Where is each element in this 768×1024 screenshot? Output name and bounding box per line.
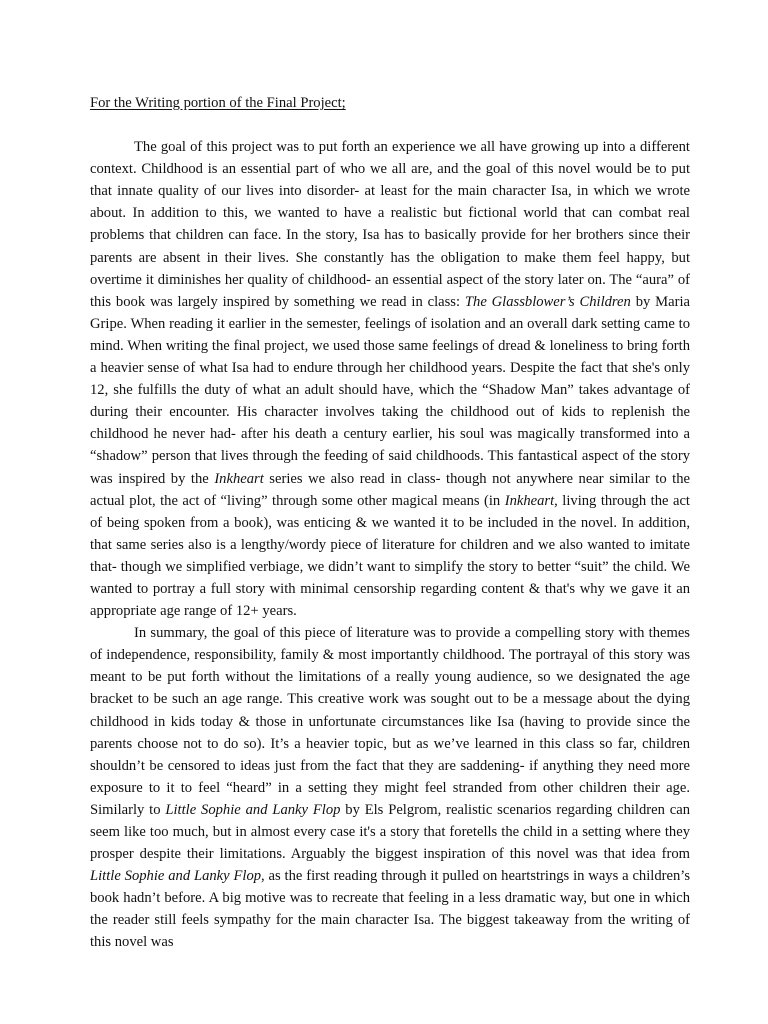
- book-title-inkheart: Inkheart: [504, 492, 555, 509]
- book-title-little-sophie: Little Sophie and Lanky Flop: [90, 868, 262, 885]
- paragraph-1: [90, 136, 690, 622]
- paragraph-2: [90, 622, 690, 953]
- book-title-glassblowers-children: The Glassblower’s Children: [464, 293, 631, 310]
- paragraph-1-text: series we also read in class- though not anywhere near similar to the actual plot, the act of “living” through some other magical means (in: [90, 470, 690, 509]
- document-heading: For the Writing portion of the Final Project;: [90, 95, 346, 111]
- paragraph-1-text: by Maria Gripe. When reading it earlier in the semester, feelings of isolation and an overall dark setting came to mind. When writing the final project, we used those same feelings of dread & loneliness to bring forth a heavier sense of what Isa had to endure through her childhood years. Despite the fact that she's only 12, she fulfills the duty of what an adult should have, which the “Shadow Man” takes advantage of during their encounter. His character involves taking the childhood out of kids to replenish the childhood he never had- after his death a century earlier, his soul was magically transformed into a “shadow” person that lives through the feeding of said childhoods. This fantastical aspect of the story was inspired by the: [90, 293, 690, 487]
- paragraph-2-text: by Els Pelgrom, realistic scenarios regarding children can seem like too much, but in almost every case it's a story that foretells the child in a setting where they prosper despite their limitations. Arguably the biggest inspiration of this novel was that idea from: [90, 801, 691, 863]
- document-page: [90, 92, 690, 954]
- book-title-inkheart: Inkheart: [214, 470, 264, 487]
- paragraph-2-text: , as the first reading through it pulled on heartstrings in ways a children’s book hadn’t before. A big motive was to recreate that feeling in a less dramatic way, but one in which the reader still feels sympathy for the main character Isa. The biggest takeaway from the writing of this novel was: [90, 868, 690, 951]
- paragraph-1-text: The goal of this project was to put forth an experience we all have growing up into a different context. Childhood is an essential part of who we all are, and the goal of this novel would be to put that innate quality of our lives into disorder- at least for the main character Isa, in which we wrote about. In addition to this, we wanted to have a realistic but fictional world that can combat real problems that children can face. In the story, Isa has to basically provide for her brothers since their parents are absent in their lives. She constantly has the obligation to make them feel happy, but overtime it diminishes her quality of childhood- an essential aspect of the story later on. The “aura” of this book was largely inspired by something we read in class:: [90, 139, 690, 310]
- paragraph-2-text: In summary, the goal of this piece of literature was to provide a compelling story with themes of independence, responsibility, family & most importantly childhood. The portrayal of this story was meant to be put forth without the limitations of a really young audience, so we designated the age bracket to be such an age range. This creative work was sought out to be a message about the dying childhood in kids today & those in unfortunate circumstances like Isa (having to provide since the parents choose not to do so). It’s a heavier topic, but as we’ve learned in this class so far, children shouldn’t be censored to ideas just from the fact that they are saddening- if anything they need more exposure to it to feel “heard” in a setting they might feel stranded from other children their age. Similarly to: [90, 625, 690, 818]
- book-title-little-sophie: Little Sophie and Lanky Flop: [165, 801, 341, 818]
- paragraph-1-text: , living through the act of being spoken from a book), was enticing & we wanted it to be included in the novel. In addition, that same series also is a lengthy/wordy piece of literature for children and we also wanted to imitate that- though we simplified verbiage, we didn’t want to simplify the story to better “suit” the child. We wanted to portray a full story with minimal censorship regarding content & that's why we gave it an appropriate age range of 12+ years.: [90, 492, 690, 620]
